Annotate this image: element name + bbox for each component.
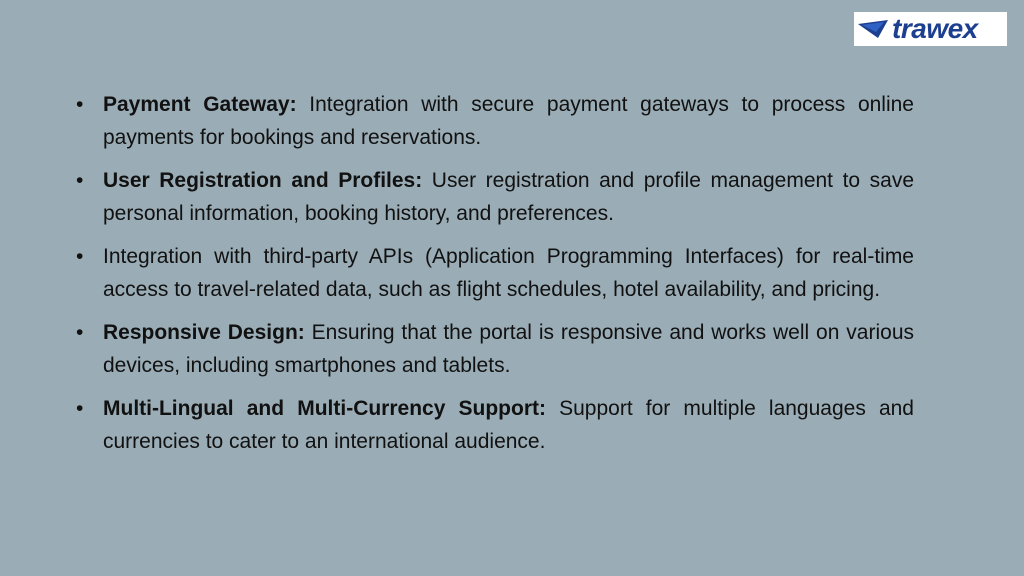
bullet-list xyxy=(76,88,914,468)
bullet-payment-gateway xyxy=(76,88,914,154)
bullet-text: User registration and profile management to save personal information, booking history, and preferences. xyxy=(103,169,914,225)
bullet-dot: • xyxy=(76,93,84,116)
bullet-text: Integration with third-party APIs (Application Programming Interfaces) for real-time access to travel-related data, such as flight schedules, hotel availability, and pricing. xyxy=(103,245,914,301)
bullet-term: User Registration and Profiles: xyxy=(103,169,423,192)
bullet-user-registration xyxy=(76,164,914,230)
bullet-term: Payment Gateway: xyxy=(103,93,297,116)
bullet-dot: • xyxy=(76,321,84,344)
bullet-dot: • xyxy=(76,245,84,268)
bullet-dot: • xyxy=(76,169,84,192)
bullet-multi-lingual xyxy=(76,392,914,458)
bullet-responsive-design xyxy=(76,316,914,382)
bullet-dot: • xyxy=(76,397,84,420)
logo-text: trawex xyxy=(892,13,978,44)
bullet-text: Integration with secure payment gateways to process online payments for bookings and reservations. xyxy=(103,93,914,149)
bullet-term: Responsive Design: xyxy=(103,321,305,344)
trawex-logo xyxy=(854,12,1007,46)
bullet-text: Ensuring that the portal is responsive and works well on various devices, including smartphones and tablets. xyxy=(103,321,914,377)
bullet-term: Multi-Lingual and Multi-Currency Support: xyxy=(103,397,546,420)
bullet-third-party-apis xyxy=(76,240,914,306)
bullet-text: Support for multiple languages and currencies to cater to an international audience. xyxy=(103,397,914,453)
